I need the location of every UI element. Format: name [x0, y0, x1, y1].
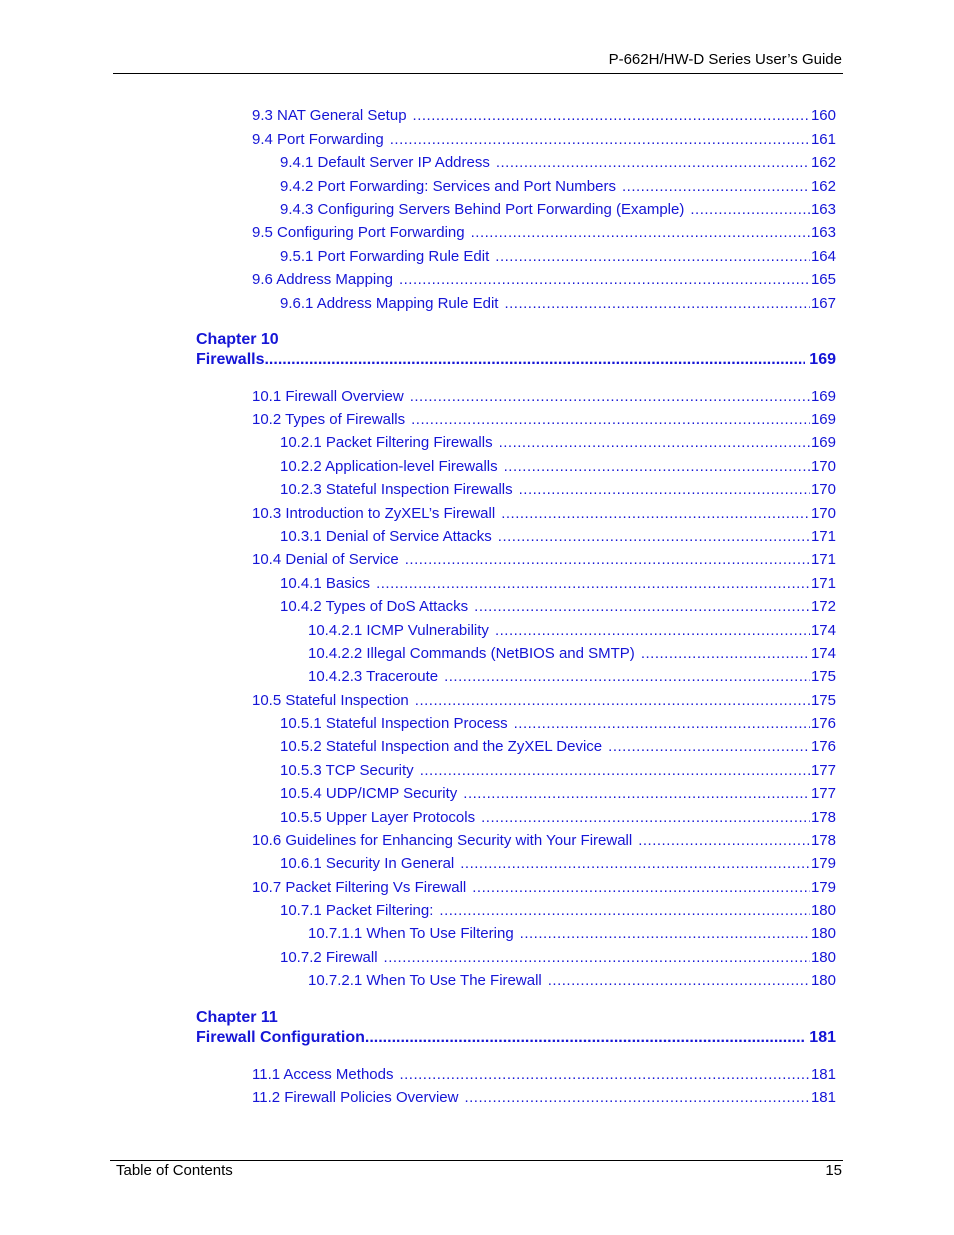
toc-entry[interactable]: [280, 574, 836, 594]
toc-entry-page: 178: [810, 809, 836, 826]
toc-entry-page: 161: [810, 131, 836, 148]
dot-leader: [384, 948, 810, 968]
toc-entry-page: 179: [810, 855, 836, 872]
dot-leader: [504, 294, 810, 314]
dot-leader: [399, 1065, 810, 1085]
footer-section-title: Table of Contents: [116, 1162, 233, 1179]
toc-entry-label: 10.5.2 Stateful Inspection and the ZyXEL Device: [280, 738, 603, 755]
dot-leader: [439, 901, 810, 921]
toc-entry[interactable]: [252, 831, 836, 851]
toc-entry-label: 10.3 Introduction to ZyXEL’s Firewall: [252, 505, 496, 522]
dot-leader: [548, 971, 810, 991]
toc-entry-label: 10.7.2.1 When To Use The Firewall: [308, 972, 542, 989]
toc-entry-page: 176: [810, 715, 836, 732]
toc-entry-label: 10.4.2.3 Traceroute: [308, 668, 439, 685]
toc-entry-page: 163: [810, 224, 836, 241]
toc-entry[interactable]: [252, 130, 836, 150]
toc-entry[interactable]: [280, 597, 836, 617]
toc-entry-page: 181: [810, 1066, 836, 1083]
toc-entry-page: 170: [810, 481, 836, 498]
toc-entry-label: 10.5.1 Stateful Inspection Process: [280, 715, 508, 732]
toc-entry[interactable]: [252, 270, 836, 290]
chapter-11-label: Chapter 11: [196, 1009, 278, 1026]
dot-leader: [411, 410, 810, 430]
chapter-page: 169: [809, 351, 836, 368]
toc-entry-page: 171: [810, 551, 836, 568]
toc-entry-page: 169: [810, 388, 836, 405]
dot-leader: [641, 644, 810, 664]
toc-entry-label: 10.5.3 TCP Security: [280, 762, 414, 779]
toc-entry[interactable]: [280, 737, 836, 757]
toc-entry-page: 176: [810, 738, 836, 755]
toc-entry-page: 181: [810, 1089, 836, 1106]
toc-entry-page: 169: [810, 434, 836, 451]
dot-leader: [499, 433, 810, 453]
toc-entry-page: 162: [810, 178, 836, 195]
toc-entry-page: 171: [810, 575, 836, 592]
toc-entry-page: 180: [810, 949, 836, 966]
toc-entry-page: 172: [810, 598, 836, 615]
dot-leader: [690, 200, 810, 220]
toc-entry-page: 174: [810, 622, 836, 639]
toc-entry[interactable]: [280, 714, 836, 734]
dot-leader: [514, 714, 810, 734]
toc-entry[interactable]: [252, 1065, 836, 1085]
toc-entry[interactable]: [252, 106, 836, 126]
toc-entry-label: 10.5.4 UDP/ICMP Security: [280, 785, 458, 802]
toc-entry-page: 160: [810, 107, 836, 124]
chapter-title: Firewall Configuration: [196, 1029, 365, 1046]
toc-entry[interactable]: [280, 527, 836, 547]
toc-entry[interactable]: [252, 410, 836, 430]
dot-leader: [474, 597, 810, 617]
toc-entry-label: 10.6.1 Security In General: [280, 855, 455, 872]
toc-entry-page: 167: [810, 295, 836, 312]
dot-leader: [519, 480, 810, 500]
dot-leader: [264, 349, 805, 371]
toc-entry-label: 10.3.1 Denial of Service Attacks: [280, 528, 492, 545]
toc-entry[interactable]: [280, 901, 836, 921]
toc-entry-label: 10.5.5 Upper Layer Protocols: [280, 809, 476, 826]
toc-entry[interactable]: [280, 784, 836, 804]
toc-entry-page: 170: [810, 505, 836, 522]
toc-entry[interactable]: [280, 433, 836, 453]
dot-leader: [390, 130, 810, 150]
dot-leader: [504, 457, 810, 477]
dot-leader: [608, 737, 810, 757]
toc-entry-label: 9.6 Address Mapping: [252, 271, 393, 288]
toc-entry-page: 177: [810, 762, 836, 779]
dot-leader: [495, 247, 810, 267]
toc-entry-label: 9.5.1 Port Forwarding Rule Edit: [280, 248, 490, 265]
toc-entry[interactable]: [308, 971, 836, 991]
toc-entry-page: 179: [810, 879, 836, 896]
dot-leader: [472, 878, 810, 898]
toc-entry-label: 9.4.1 Default Server IP Address: [280, 154, 490, 171]
toc-entry-label: 10.4.1 Basics: [280, 575, 371, 592]
toc-entry-page: 174: [810, 645, 836, 662]
toc-entry-label: 10.4 Denial of Service: [252, 551, 399, 568]
toc-entry[interactable]: [252, 504, 836, 524]
toc-entry-label: 10.7 Packet Filtering Vs Firewall: [252, 879, 467, 896]
dot-leader: [501, 504, 810, 524]
toc-entry[interactable]: [308, 924, 836, 944]
dot-leader: [420, 761, 810, 781]
dot-leader: [622, 177, 810, 197]
toc-entry-label: 10.7.2 Firewall: [280, 949, 378, 966]
toc-entry-page: 170: [810, 458, 836, 475]
toc-entry-label: 10.6 Guidelines for Enhancing Security with Your Firewall: [252, 832, 633, 849]
toc-entry-label: 9.6.1 Address Mapping Rule Edit: [280, 295, 499, 312]
toc-entry-page: 178: [810, 832, 836, 849]
dot-leader: [399, 270, 810, 290]
toc-entry[interactable]: [308, 644, 836, 664]
toc-entry[interactable]: [308, 667, 836, 687]
toc-entry-page: 180: [810, 902, 836, 919]
toc-entry-label: 10.7.1 Packet Filtering:: [280, 902, 434, 919]
dot-leader: [495, 621, 810, 641]
toc-entry[interactable]: [252, 387, 836, 407]
dot-leader: [405, 550, 810, 570]
toc-entry[interactable]: [280, 457, 836, 477]
toc-entry-page: 175: [810, 668, 836, 685]
dot-leader: [444, 667, 810, 687]
toc-entry-page: 171: [810, 528, 836, 545]
dot-leader: [520, 924, 810, 944]
toc-entry[interactable]: [252, 550, 836, 570]
dot-leader: [415, 691, 810, 711]
dot-leader: [413, 106, 810, 126]
toc-entry[interactable]: [280, 247, 836, 267]
toc-entry[interactable]: [280, 200, 836, 220]
chapter-11-title-entry[interactable]: [196, 1027, 836, 1049]
dot-leader: [376, 574, 810, 594]
toc-entry[interactable]: [280, 294, 836, 314]
toc-entry-label: 9.4.3 Configuring Servers Behind Port Forwarding (Example): [280, 201, 685, 218]
toc-entry-page: 169: [810, 411, 836, 428]
dot-leader: [410, 387, 810, 407]
dot-leader: [638, 831, 810, 851]
toc-entry-label: 10.1 Firewall Overview: [252, 388, 404, 405]
dot-leader: [481, 808, 810, 828]
dot-leader: [498, 527, 810, 547]
chapter-title: Firewalls: [196, 351, 265, 368]
toc-entry-page: 163: [810, 201, 836, 218]
toc-entry-label: 10.2.2 Application-level Firewalls: [280, 458, 498, 475]
toc-entry[interactable]: [280, 948, 836, 968]
toc-entry-label: 10.4.2.1 ICMP Vulnerability: [308, 622, 489, 639]
toc-entry[interactable]: [280, 808, 836, 828]
toc-entry[interactable]: [280, 480, 836, 500]
dot-leader: [463, 784, 810, 804]
toc-entry-page: 164: [810, 248, 836, 265]
dot-leader: [471, 223, 810, 243]
toc-entry-label: 10.5 Stateful Inspection: [252, 692, 409, 709]
toc-entry-label: 10.4.2 Types of DoS Attacks: [280, 598, 469, 615]
toc-entry-label: 11.2 Firewall Policies Overview: [252, 1089, 459, 1106]
toc-entry-label: 9.5 Configuring Port Forwarding: [252, 224, 465, 241]
toc-entry[interactable]: [252, 223, 836, 243]
toc-entry-page: 180: [810, 972, 836, 989]
toc-entry-label: 11.1 Access Methods: [252, 1066, 394, 1083]
toc-entry[interactable]: [280, 153, 836, 173]
footer-rule: [110, 1160, 843, 1161]
toc-entry-page: 180: [810, 925, 836, 942]
chapter-10-title-entry[interactable]: [196, 349, 836, 371]
toc-entry[interactable]: [280, 177, 836, 197]
toc-entry[interactable]: [252, 878, 836, 898]
toc-entry-page: 175: [810, 692, 836, 709]
running-header-title: P-662H/HW-D Series User’s Guide: [608, 51, 842, 68]
dot-leader: [365, 1027, 805, 1049]
dot-leader: [464, 1088, 810, 1108]
toc-entry-label: 9.4 Port Forwarding: [252, 131, 384, 148]
toc-entry[interactable]: [252, 1088, 836, 1108]
toc-entry[interactable]: [252, 691, 836, 711]
dot-leader: [460, 854, 810, 874]
toc-entry-page: 162: [810, 154, 836, 171]
toc-entry-label: 10.2.1 Packet Filtering Firewalls: [280, 434, 493, 451]
chapter-10-label: Chapter 10: [196, 331, 279, 348]
toc-entry[interactable]: [280, 761, 836, 781]
toc-entry-label: 10.2 Types of Firewalls: [252, 411, 406, 428]
toc-entry-label: 10.7.1.1 When To Use Filtering: [308, 925, 514, 942]
toc-entry-page: 165: [810, 271, 836, 288]
toc-entry-page: 177: [810, 785, 836, 802]
toc-entry-label: 10.4.2.2 Illegal Commands (NetBIOS and SMTP): [308, 645, 635, 662]
toc-entry[interactable]: [280, 854, 836, 874]
chapter-page: 181: [809, 1029, 836, 1046]
toc-entry-label: 9.3 NAT General Setup: [252, 107, 407, 124]
toc-entry-label: 10.2.3 Stateful Inspection Firewalls: [280, 481, 513, 498]
toc-entry-label: 9.4.2 Port Forwarding: Services and Port Numbers: [280, 178, 616, 195]
footer-page-number: 15: [825, 1162, 842, 1179]
dot-leader: [496, 153, 810, 173]
toc-entry[interactable]: [308, 621, 836, 641]
